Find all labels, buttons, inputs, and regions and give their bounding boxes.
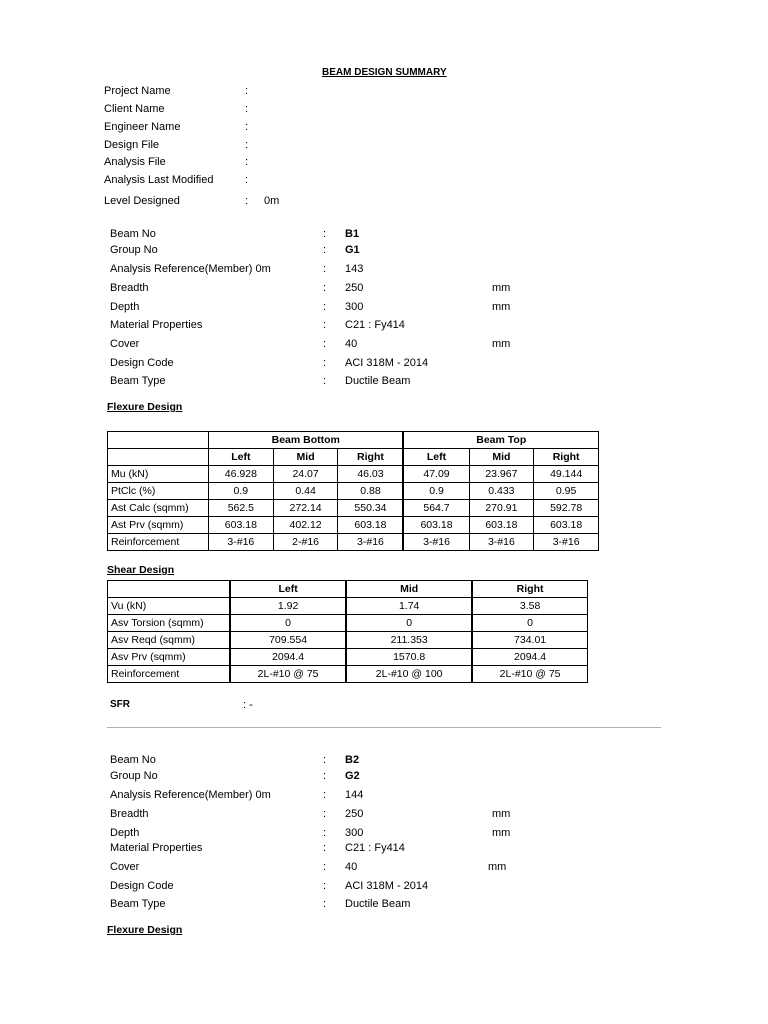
analysis-reference-label: Analysis Reference(Member) 0m [110,263,271,275]
table-cell: 603.18 [534,517,599,534]
table-cell: 0.95 [534,483,599,500]
beam-no-value: B1 [345,228,360,240]
table-cell: 2L-#10 @ 75 [230,666,346,683]
analysis-reference-value: 144 [345,789,364,801]
colon: : [245,103,249,115]
row-label: Ast Calc (sqmm) [108,500,209,517]
depth-value: 300 [345,301,364,313]
colon: : [323,375,327,387]
table-cell: 734.01 [472,632,587,649]
colon: : [323,898,327,910]
row-label: Ast Prv (sqmm) [108,517,209,534]
level-designed-label: Level Designed [104,195,180,207]
colon: : [323,319,327,331]
table-cell: 603.18 [338,517,404,534]
table-cell: 24.07 [273,466,338,483]
cover-label: Cover [110,861,140,873]
table-cell: 709.554 [230,632,346,649]
table-cell: 0.9 [209,483,274,500]
group-no-label: Group No [110,244,158,256]
table-row [108,615,588,632]
table-row [108,598,588,615]
design-file-label: Design File [104,139,160,151]
col-header: Left [403,449,469,466]
beam-no-label: Beam No [110,228,156,240]
material-properties-label: Material Properties [110,319,203,331]
table-cell: 562.5 [209,500,274,517]
group-no-label: Group No [110,770,158,782]
table-cell: 2094.4 [472,649,587,666]
depth-label: Depth [110,827,140,839]
flexure-table [107,431,599,551]
table-cell: 47.09 [403,466,469,483]
analysis-reference-label: Analysis Reference(Member) 0m [110,789,271,801]
shear-table [107,580,588,683]
table-cell: 0.44 [273,483,338,500]
col-header: Right [338,449,404,466]
beam-no-value: B2 [345,754,360,766]
shear-design-heading: Shear Design [107,564,175,576]
colon: : [323,880,327,892]
project-name-label: Project Name [104,85,171,97]
table-row [108,632,588,649]
col-header: Mid [346,581,472,598]
cover-value: 40 [345,338,358,350]
table-cell: 1.92 [230,598,346,615]
client-name-label: Client Name [104,103,165,115]
sfr-label: SFR [110,699,130,710]
colon: : [323,842,327,854]
beam-type-value: Ductile Beam [345,898,411,910]
colon: : [323,263,327,275]
table-cell: 3-#16 [534,534,599,551]
material-properties-value: C21 : Fy414 [345,842,405,854]
table-cell: 1570.8 [346,649,472,666]
table-cell: 46.03 [338,466,404,483]
breadth-value: 250 [345,808,364,820]
colon: : [323,789,327,801]
design-code-label: Design Code [110,357,174,369]
colon: : [323,827,327,839]
colon: : [245,85,249,97]
table-cell: 272.14 [273,500,338,517]
table-cell: 564.7 [403,500,469,517]
col-header: Mid [273,449,338,466]
colon: : [323,338,327,350]
colon: : [323,282,327,294]
analysis-reference-value: 143 [345,263,364,275]
table-cell: 603.18 [403,517,469,534]
cover-unit: mm [492,338,511,350]
table-row [108,483,599,500]
table-row [108,466,599,483]
table-row [108,666,588,683]
table-row [108,649,588,666]
row-label: Asv Reqd (sqmm) [108,632,231,649]
beam-type-label: Beam Type [110,375,166,387]
beam-bottom-header: Beam Bottom [209,432,404,449]
colon: : [323,228,327,240]
level-designed-value: 0m [264,195,280,207]
flexure-design-heading: Flexure Design [107,924,183,936]
beam-type-label: Beam Type [110,898,166,910]
beam-no-label: Beam No [110,754,156,766]
table-cell: 23.967 [469,466,534,483]
table-cell: 1.74 [346,598,472,615]
depth-value: 300 [345,827,364,839]
colon: : [323,301,327,313]
table-cell: 2L-#10 @ 100 [346,666,472,683]
row-label: Asv Prv (sqmm) [108,649,231,666]
col-header: Mid [469,449,534,466]
beam-top-header: Beam Top [403,432,598,449]
breadth-label: Breadth [110,808,149,820]
table-cell: 592.78 [534,500,599,517]
table-cell: 0.433 [469,483,534,500]
row-label: Mu (kN) [108,466,209,483]
breadth-label: Breadth [110,282,149,294]
depth-unit: mm [492,827,511,839]
table-cell: 49.144 [534,466,599,483]
col-header: Left [209,449,274,466]
design-code-value: ACI 318M - 2014 [345,880,429,892]
colon: : [323,770,327,782]
analysis-last-modified-label: Analysis Last Modified [104,174,214,186]
table-row [108,500,599,517]
table-cell: 2094.4 [230,649,346,666]
depth-label: Depth [110,301,140,313]
flexure-group-header-row [108,432,599,449]
analysis-file-label: Analysis File [104,156,166,168]
colon: : [323,244,327,256]
table-cell: 2-#16 [273,534,338,551]
table-row [108,534,599,551]
design-code-value: ACI 318M - 2014 [345,357,429,369]
row-label: PtClc (%) [108,483,209,500]
group-no-value: G2 [345,770,360,782]
depth-unit: mm [492,301,511,313]
row-label: Reinforcement [108,666,231,683]
engineer-name-label: Engineer Name [104,121,181,133]
table-cell: 2L-#10 @ 75 [472,666,587,683]
colon: : [323,754,327,766]
colon: : [323,808,327,820]
table-corner [108,449,209,466]
breadth-unit: mm [492,808,511,820]
table-cell: 0 [230,615,346,632]
table-cell: 211.353 [346,632,472,649]
material-properties-label: Material Properties [110,842,203,854]
col-header: Right [534,449,599,466]
section-divider [107,727,661,728]
table-cell: 0.9 [403,483,469,500]
table-cell: 46.928 [209,466,274,483]
colon: : [245,139,249,151]
flexure-design-heading: Flexure Design [107,401,183,413]
colon: : [245,195,249,207]
table-corner [108,432,209,449]
shear-col-header-row [108,581,588,598]
material-properties-value: C21 : Fy414 [345,319,405,331]
breadth-value: 250 [345,282,364,294]
table-cell: 3-#16 [209,534,274,551]
table-cell: 0 [472,615,587,632]
table-cell: 270.91 [469,500,534,517]
row-label: Asv Torsion (sqmm) [108,615,231,632]
table-cell: 603.18 [469,517,534,534]
colon: : [323,357,327,369]
page-title: BEAM DESIGN SUMMARY [322,67,447,78]
colon: : [323,861,327,873]
col-header: Left [230,581,346,598]
cover-unit: mm [488,861,507,873]
design-code-label: Design Code [110,880,174,892]
colon: : [245,174,249,186]
flexure-col-header-row [108,449,599,466]
cover-value: 40 [345,861,358,873]
table-cell: 3-#16 [338,534,404,551]
group-no-value: G1 [345,244,360,256]
sfr-value: : - [243,699,253,711]
table-cell: 402.12 [273,517,338,534]
table-cell: 3.58 [472,598,587,615]
breadth-unit: mm [492,282,511,294]
table-cell: 550.34 [338,500,404,517]
colon: : [245,156,249,168]
col-header: Right [472,581,587,598]
table-row [108,517,599,534]
colon: : [245,121,249,133]
table-cell: 603.18 [209,517,274,534]
row-label: Vu (kN) [108,598,231,615]
table-cell: 0 [346,615,472,632]
row-label: Reinforcement [108,534,209,551]
table-cell: 3-#16 [469,534,534,551]
beam-type-value: Ductile Beam [345,375,411,387]
table-cell: 0.88 [338,483,404,500]
table-cell: 3-#16 [403,534,469,551]
cover-label: Cover [110,338,140,350]
table-corner [108,581,231,598]
